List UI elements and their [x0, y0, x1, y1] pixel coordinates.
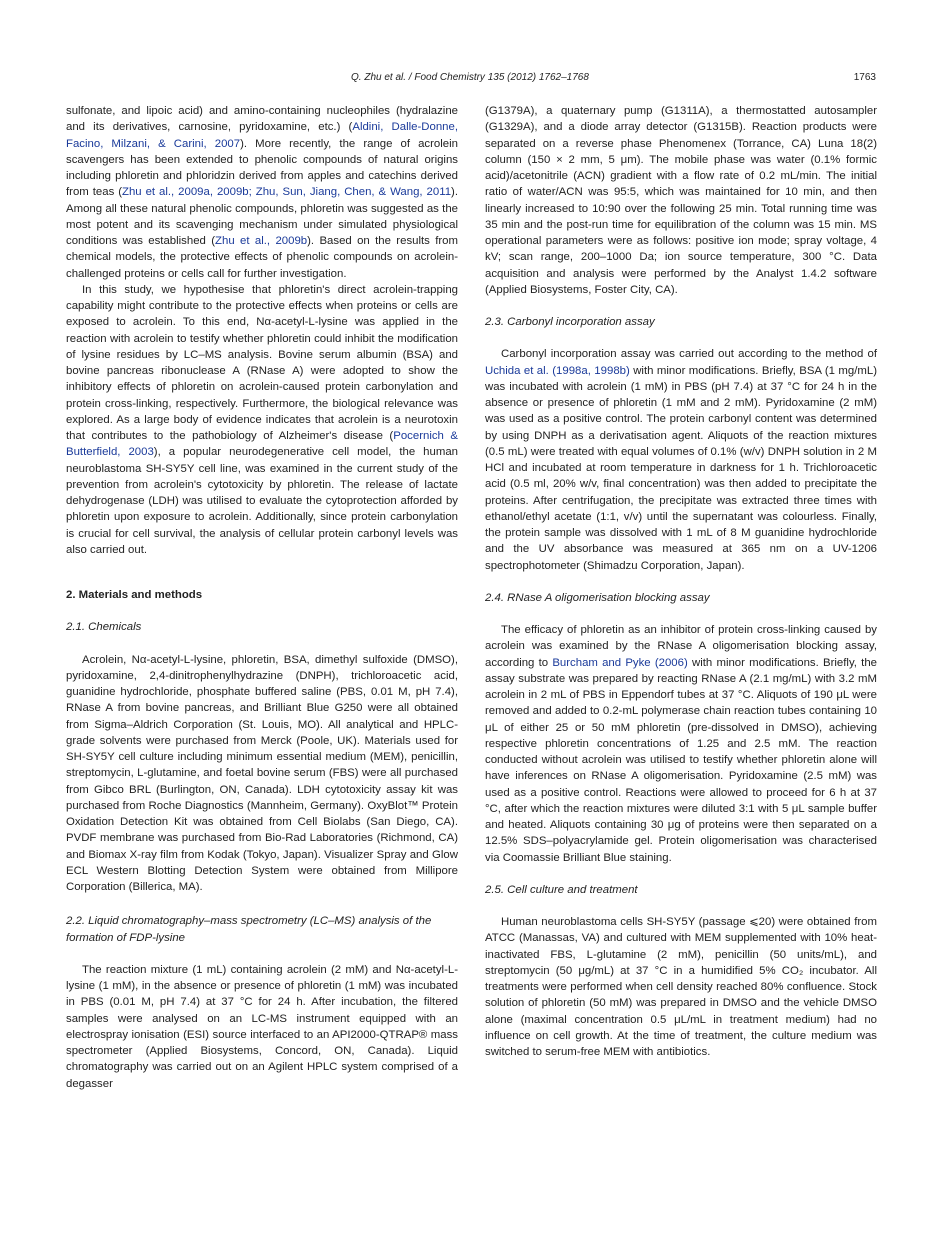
paragraph — [66, 282, 458, 558]
text-run: ), a popular neurodegenerative cell model, the human neuroblastoma SH-SY5Y cell line, was examined in the current study of the prevention from acrolein's cytotoxicity by phloretin. The release of lactate dehydrogenase (LDH) was utilised to evaluate the cytoprotection afforded by phloretin upon exposure to acrolein. Additionally, since protein carbonylation is crucial for cell survival, the analysis of cellular protein carbonyl levels was also carried out. — [66, 446, 458, 556]
text-run: (G1379A), a quaternary pump (G1311A), a thermostatted autosampler (G1329A), and a diode array detector (G1315B). Reaction products were separated on a reverse phase Phenomenex (Torrance, CA) Luna 18(2) column (150 × 2 mm, 5 μm). The mobile phase was water (0.1% formic acid)/acetonitrile (ACN) gradient with a flow rate of 0.2 mL/min. The initial ratio of water/ACN was 95:5, which was maintained for 10 min, and then linearly increased to 10:90 over the following 25 min. Total running time was 35 min and the post-run time for equilibration of the column was 15 min. MS operational parameters were as follows: positive ion mode; spray voltage, 4 kV; scan range, 200–1000 Da; ion source temperature, 300 °C. Data acquisition and analysis were performed by the Analyst 1.4.2 software (Applied Biosystems, Foster City, CA). — [485, 105, 877, 296]
text-run: sulfonate, and lipoic acid) and amino-containing nucleophiles (hydralazine and its derivatives, carnosine, pyridoxamine, etc.) ( — [66, 105, 458, 134]
text-run: The efficacy of phloretin as an inhibitor of protein cross-linking caused by acrolein was examined by the RNase A oligomerisation blocking assay, according to — [485, 624, 877, 669]
page-number: 1763 — [853, 72, 876, 83]
citation-link[interactable]: Burcham and Pyke (2006) — [552, 656, 688, 669]
left-column — [66, 103, 458, 1092]
section-heading: 2. Materials and methods — [66, 589, 203, 601]
subsection-heading: 2.4. RNase A oligomerisation blocking assay — [485, 591, 710, 604]
citation-link[interactable]: Pocernich & Butterfield, 2003 — [66, 430, 459, 459]
paragraph — [485, 103, 877, 298]
paragraph — [66, 103, 458, 282]
subsection-heading: 2.3. Carbonyl incorporation assay — [485, 316, 655, 328]
subsection-heading: 2.2. Liquid chromatography–mass spectrometry (LC–MS) analysis of the formation of FDP-lysine — [66, 915, 432, 944]
paragraph — [485, 622, 877, 866]
text-run: ). More recently, the range of acrolein scavengers has been extended to phenolic compounds of natural origins including phloretin and phloridzin derived from apples and catechins derived from teas ( — [66, 137, 458, 199]
text-run: Acrolein, Nα-acetyl-L-lysine, phloretin, BSA, dimethyl sulfoxide (DMSO), pyridoxamine, 2,4-dinitrophenylhydrazine (DNPH), trichloroacetic acid, guanidine hydrochloride, phosphate buffered saline (PBS, 0.01 M, pH 7.4), RNase A from bovine pancreas, and Brilliant Blue G250 were all obtained from Sigma–Aldrich Corporation (St. Louis, MO). All analytical and HPLC-grade solvents were purchased from Merck (Poole, UK). Materials used for SH-SY5Y cell culture including minimum essential medium (MEM), penicillin, streptomycin, L-glutamine, and foetal bovine serum (FBS) were all purchased from Gibco BRL (Burlington, ON, Canada). LDH cytotoxicity assay kit was purchased from Roche Diagnostics (Mannheim, Germany). OxyBlot™ Protein Oxidation Detection Kit was obtained from Cell Biolabs (San Diego, CA). PVDF membrane was purchased from Bio-Rad Laboratories (Richmond, CA) and Biomax X-ray film from Kodak (Tokyo, Japan). Visualizer Spray and Glow ECL Western Blotting Detection System were obtained from Millipore Corporation (Billerica, MA). — [66, 653, 458, 893]
subsection-heading: 2.1. Chemicals — [66, 621, 142, 634]
text-run: Human neuroblastoma cells SH-SY5Y (passage ⩽20) were obtained from ATCC (Manassas, VA) and cultured with MEM supplemented with 10% heat-inactivated FBS, L-glutamine (2 mM), penicillin (50 units/mL), and streptomycin (50 μg/mL) at 37 °C in a humidified 5% CO₂ incubator. All treatments were performed when cell density reached 80% confluence. Stock solution of phloretin (50 mM) was prepared in DMSO and the vehicle DMSO alone (maximal concentration 0.5 μL/mL in treatment medium) had no influence on cell growth. At the time of treatment, the culture medium was switched to serum-free MEM with antibiotics. — [485, 916, 877, 1058]
paragraph — [485, 346, 877, 574]
citation-link[interactable]: Uchida et al. (1998a, 1998b) — [485, 364, 630, 377]
text-run: ). Among all these natural phenolic compounds, phloretin was suggested as the most potent and its scavenging mechanism under simulated physiological conditions was established ( — [66, 186, 458, 247]
paragraph — [66, 652, 458, 896]
right-column — [485, 103, 877, 1060]
text-run: Carbonyl incorporation assay was carried out according to the method of — [501, 348, 877, 361]
text-run: The reaction mixture (1 mL) containing acrolein (2 mM) and Nα-acetyl-L-lysine (1 mM), in the absence or presence of phloretin (1 mM) was incubated in PBS (0.01 M, pH 7.4) at 37 °C for 24 h. After incubation, the filtered samples were analysed on an LC-MS instrument equipped with an electrospray ionisation (ESI) source interfaced to an API2000-QTRAP® mass spectrometer (Applied Biosystems, Concord, ON, Canada). Liquid chromatography was carried out on an Agilent HPLC system comprised of a degasser — [66, 963, 458, 1090]
paragraph — [485, 914, 877, 1060]
journal-citation: Q. Zhu et al. / Food Chemistry 135 (2012) 1762–1768 — [351, 72, 589, 83]
text-run: ). Based on the results from chemical models, the protective effects of phenolic compounds on acrolein-challenged proteins or cells call for further investigation. — [66, 235, 458, 280]
citation-link[interactable]: Aldini, Dalle-Donne, Facino, Milzani, & Carini, 2007 — [66, 121, 459, 150]
subsection-heading: 2.5. Cell culture and treatment — [485, 883, 638, 896]
citation-link[interactable]: Zhu et al., 2009a, 2009b; Zhu, Sun, Jiang, Chen, & Wang, 2011 — [122, 186, 452, 199]
text-run: with minor modifications. Briefly, BSA (1 mg/mL) was incubated with acrolein (1 mM) in PBS (pH 7.4) at 37 °C for 24 h in the absence or presence of phloretin (1 mM and 2 mM). Pyridoxamine (2 mM) was used as a positive control. The protein carbonyl content was determined by using DNPH as a derivatisation agent. Aliquots of the reaction mixtures (0.5 mL) were treated with equal volumes of 0.1% (w/v) DNPH solution in 2 M HCl and incubated at room temperature in darkness for 1 h. Trichloroacetic acid (0.5 ml, 20% w/v, final concentration) was then added to precipitate the proteins. After centrifugation, the precipitate was extracted three times with ethanol/ethyl acetate (1:1, v/v) until the supernatant was colourless. Finally, the protein sample was dissolved with 1 mL of 8 M guanidine hydrochloride and the UV absorbance was measured at 365 nm on a UV-1206 spectrophotometer (Shimadzu Corporation, Japan). — [485, 364, 877, 572]
text-run: with minor modifications. Briefly, the assay substrate was prepared by reacting RNase A (2.1 mg/mL) with 3.2 mM acrolein in 2 mL of PBS in Eppendorf tubes at 37 °C. Aliquots of 190 μL were removed and added to 0.2-mL polymerase chain reaction tubes containing 10 μL of either 25 or 50 mM phloretin (pre-dissolved in DMSO), achieving respective phloretin concentrations of 1.25 and 2.5 mM. The reaction conducted without acrolein was utilised to testify whether phloretin alone will have inferences on RNase A oligomerisation. Pyridoxamine (2.5 mM) was used as a positive control. Reactions were allowed to proceed for 6 h at 37 °C, after which the reaction mixtures were diluted 3:1 with 5 μL sample buffer and heated. Aliquots containing 30 μg of proteins were then separated on a 12.5% SDS–polyacrylamide gel. Protein oligomerisation was characterised via Coomassie Brilliant Blue staining. — [485, 656, 878, 864]
paragraph — [66, 962, 458, 1092]
text-run: In this study, we hypothesise that phloretin's direct acrolein-trapping capability might contribute to the protective effects when proteins or cells are exposed to acrolein. To this end, Nα-acetyl-L-lysine was applied in the reaction with acrolein to testify whether phloretin could inhibit the modification of lysine residues by LC–MS analysis. Bovine serum albumin (BSA) and bovine pancreas ribonuclease A (RNase A) were adopted to show the inhibitory effects of phloretin on acrolein-caused protein carbonylation and protein cross-linking, respectively. Furthermore, the biological relevance was explored. As a large body of evidence indicates that acrolein is a neurotoxin that contributes to the pathobiology of Alzheimer's disease ( — [66, 283, 458, 442]
citation-link[interactable]: Zhu et al., 2009b — [215, 235, 308, 247]
